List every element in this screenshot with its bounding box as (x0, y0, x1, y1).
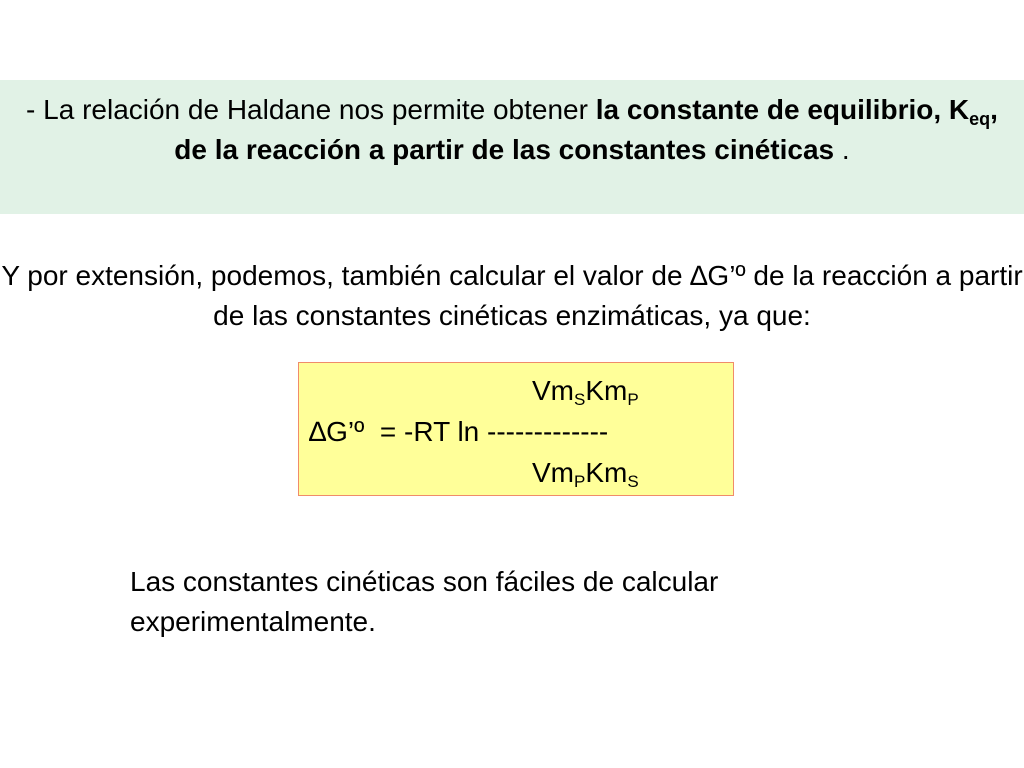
numerator-vm: Vm (532, 375, 574, 406)
haldane-intro-band (0, 80, 1024, 214)
denominator-vm-subscript: P (574, 472, 586, 491)
denominator-vm: Vm (532, 457, 574, 488)
formula-equation-line: ∆G’º = -RT ln ------------- (309, 416, 609, 447)
formula-numerator (532, 375, 639, 407)
denominator-km-subscript: S (627, 472, 639, 491)
formula-denominator (532, 457, 639, 489)
extension-paragraph: Y por extensión, podemos, también calcular el valor de ∆G’º de la reacción a partir de las constantes cinéticas enzimáticas, ya que: (1, 260, 1023, 331)
intro-bold-part1: la constante de equilibrio, K (595, 94, 970, 125)
intro-bold-part2: , de la reacción a partir de las constantes cinéticas (174, 94, 998, 165)
experimental-note: Las constantes cinéticas son fáciles de calcular experimentalmente. (130, 566, 719, 637)
numerator-km: Km (585, 375, 628, 406)
numerator-km-subscript: P (627, 390, 639, 409)
intro-prefix: - La relación de Haldane nos permite obtener (26, 94, 596, 125)
keq-subscript: eq (969, 109, 991, 129)
intro-suffix: . (834, 134, 850, 165)
delta-g-formula-box (298, 362, 734, 496)
numerator-vm-subscript: S (574, 390, 586, 409)
denominator-km: Km (585, 457, 628, 488)
